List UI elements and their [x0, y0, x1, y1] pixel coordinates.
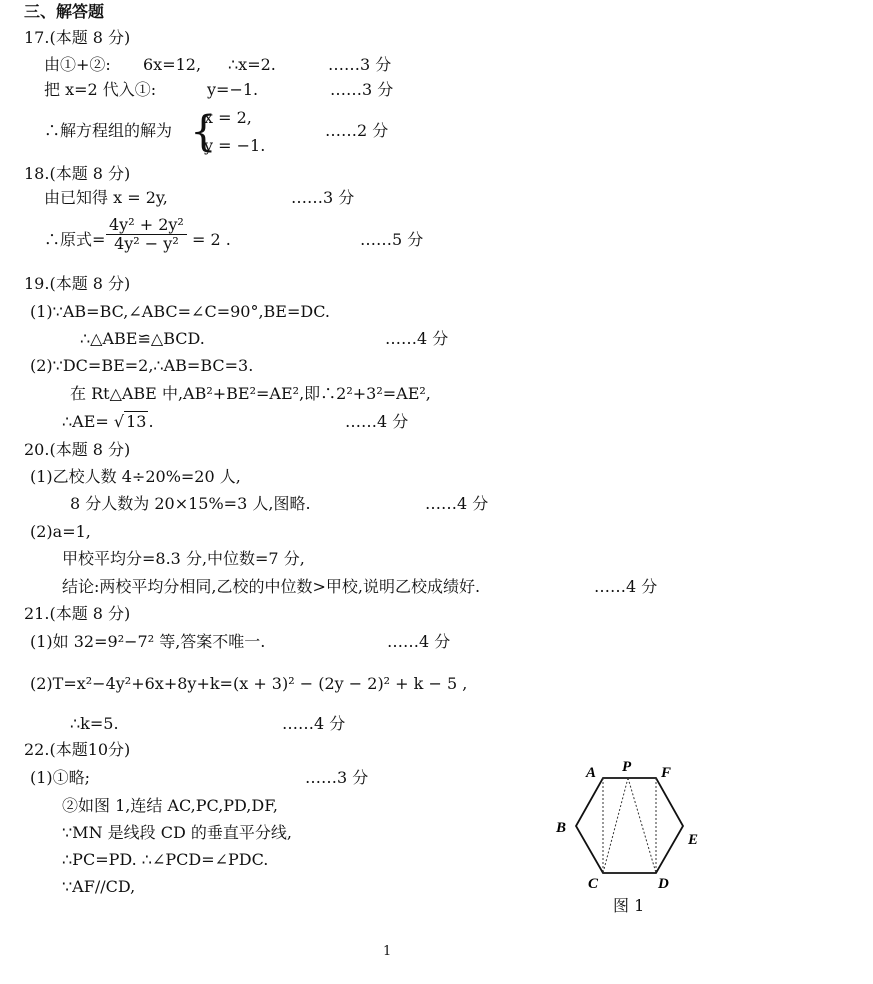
q18-line2-a: ∴原式= [44, 230, 106, 249]
q19-p1-score: ……4 分 [385, 329, 449, 348]
fraction [106, 216, 187, 253]
q20-header: 20.(本题 8 分) [24, 440, 131, 459]
q19-p2b: 在 Rt△ABE 中,AB²+BE²=AE²,即∴2²+3²=AE², [70, 384, 431, 403]
q22-p1c: ∵MN 是线段 CD 的垂直平分线, [62, 823, 292, 842]
hexagon-diagram [548, 758, 708, 888]
q17-line2-score: ……3 分 [330, 80, 394, 99]
system-eq2: y = −1. [204, 136, 266, 155]
label-p: P [622, 759, 632, 775]
label-d: D [658, 876, 669, 888]
page-number: 1 [383, 944, 392, 959]
system-brace: { [190, 106, 217, 156]
label-b: B [556, 820, 567, 836]
sqrt-value: 13 [126, 412, 147, 431]
q18-line1-score: ……3 分 [291, 188, 355, 207]
q21-p1: (1)如 32=9²−7² 等,答案不唯一. [30, 632, 266, 651]
q19-p2c-b: . [148, 412, 154, 431]
q20-p2c: 结论:两校平均分相同,乙校的中位数>甲校,说明乙校成绩好. [62, 577, 481, 596]
q20-p2: (2)a=1, [30, 522, 91, 541]
q18-line1: 由已知得 x = 2y, [44, 188, 168, 207]
q19-header: 19.(本题 8 分) [24, 274, 131, 293]
q19-p2: (2)∵DC=BE=2,∴AB=BC=3. [30, 356, 254, 375]
q20-p1: (1)乙校人数 4÷20%=20 人, [30, 467, 241, 486]
q17-line1-score: ……3 分 [328, 55, 392, 74]
label-f: F [661, 765, 672, 781]
hexagon [576, 778, 683, 873]
q17-line2-b: y=−1. [207, 80, 259, 99]
q20-p2-score: ……4 分 [594, 577, 658, 596]
fraction-numerator: 4y² + 2y² [106, 216, 187, 235]
q17-line3-score: ……2 分 [325, 121, 389, 140]
figure-1 [548, 758, 708, 892]
q21-p2b: ∴k=5. [70, 714, 119, 733]
q17-line3-a: ∴解方程组的解为 [44, 121, 173, 140]
figure-caption: 图 1 [613, 896, 645, 915]
q19-p1: (1)∵AB=BC,∠ABC=∠C=90°,BE=DC. [30, 302, 330, 321]
label-e: E [688, 832, 699, 848]
q19-p2c: ∴AE= √ 13 . [62, 412, 154, 431]
q20-p1b: 8 分人数为 20×15%=3 人,图略. [70, 494, 311, 513]
q17-line1-c: ∴x=2. [228, 55, 276, 74]
q17-line1-b: 6x=12, [143, 55, 202, 74]
q21-p2: (2)T=x²−4y²+6x+8y+k=(x + 3)² − (2y − 2)² + k − 5 , [30, 674, 468, 693]
q19-p1b: ∴△ABE≌△BCD. [80, 329, 205, 348]
q17-line1-a: 由①+②: [44, 55, 111, 74]
segment-pd [628, 778, 656, 873]
system-eq1: x = 2, [204, 108, 252, 127]
q21-p2-score: ……4 分 [282, 714, 346, 733]
q18-header: 18.(本题 8 分) [24, 164, 131, 183]
label-c: C [588, 876, 599, 888]
q17-line2-a: 把 x=2 代入①: [44, 80, 157, 99]
q22-header: 22.(本题10分) [24, 740, 131, 759]
q17-header: 17.(本题 8 分) [24, 28, 131, 47]
q22-p1d: ∴PC=PD. ∴∠PCD=∠PDC. [62, 850, 269, 869]
q22-p1: (1)①略; [30, 768, 91, 787]
fraction-denominator: 4y² − y² [114, 234, 179, 253]
q22-p1b: ②如图 1,连结 AC,PC,PD,DF, [62, 796, 278, 815]
q20-p1-score: ……4 分 [425, 494, 489, 513]
q22-p1e: ∵AF//CD, [62, 877, 136, 896]
label-a: A [586, 765, 597, 781]
q19-p2c-a: ∴AE= [62, 412, 109, 431]
q18-line2-score: ……5 分 [360, 230, 424, 249]
q22-p1-score: ……3 分 [305, 768, 369, 787]
q19-p2-score: ……4 分 [345, 412, 409, 431]
q21-header: 21.(本题 8 分) [24, 604, 131, 623]
section-title: 三、解答题 [24, 2, 105, 21]
q18-line2-b: = 2 . [192, 230, 231, 249]
q20-p2b: 甲校平均分=8.3 分,中位数=7 分, [62, 549, 305, 568]
q21-p1-score: ……4 分 [387, 632, 451, 651]
segment-pc [603, 778, 628, 873]
